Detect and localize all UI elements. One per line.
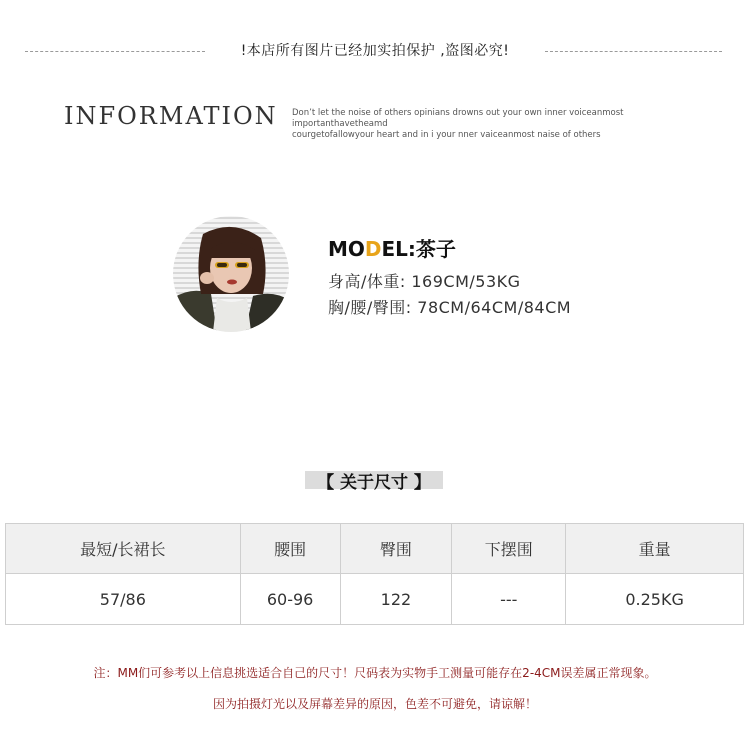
size-section-heading xyxy=(305,471,443,493)
size-table xyxy=(5,523,744,625)
information-title: INFORMATION xyxy=(64,102,278,130)
cell-hem: --- xyxy=(452,574,566,625)
cell-weight: 0.25KG xyxy=(566,574,744,625)
table-row xyxy=(6,574,744,625)
information-text-line2: courgetofallowyour heart and in i your nner vaiceanmost naise of others xyxy=(292,130,601,140)
model-name: 茶子 xyxy=(415,237,456,261)
model-height-weight: 身高/体重: 169CM/53KG xyxy=(328,272,521,291)
information-text xyxy=(292,108,712,141)
size-section-heading-text: 【 关于尺寸 】 xyxy=(317,473,431,493)
model-label-suffix: EL: xyxy=(381,237,416,261)
col-header-hem: 下摆围 xyxy=(452,524,566,574)
col-header-hip: 臀围 xyxy=(340,524,452,574)
information-text-line1: Don’t let the noise of others opinians drowns out your own inner voiceanmost importanthavetheamd xyxy=(292,108,624,129)
model-avatar xyxy=(173,216,289,332)
size-table-header-row xyxy=(6,524,744,574)
color-note: 因为拍摄灯光以及屏幕差异的原因，色差不可避免，请谅解！ xyxy=(212,697,537,711)
cell-length: 57/86 xyxy=(6,574,241,625)
model-measurements: 胸/腰/臀围: 78CM/64CM/84CM xyxy=(328,298,572,317)
col-header-waist: 腰围 xyxy=(240,524,340,574)
col-header-length: 最短/长裙长 xyxy=(6,524,241,574)
model-label-prefix: MO xyxy=(328,237,365,261)
right-dashed-divider xyxy=(545,51,722,52)
left-dashed-divider xyxy=(25,51,205,52)
copyright-notice: !本店所有图片已经加实拍保护 ,盗图必究! xyxy=(240,43,510,59)
cell-hip: 122 xyxy=(340,574,452,625)
cell-waist: 60-96 xyxy=(240,574,340,625)
col-header-weight: 重量 xyxy=(566,524,744,574)
model-label xyxy=(328,233,456,262)
model-label-accent: D xyxy=(364,237,382,261)
size-note: 注：MM们可参考以上信息挑选适合自己的尺寸！尺码表为实物手工测量可能存在2-4CM误差属正常现象。 xyxy=(93,666,657,680)
